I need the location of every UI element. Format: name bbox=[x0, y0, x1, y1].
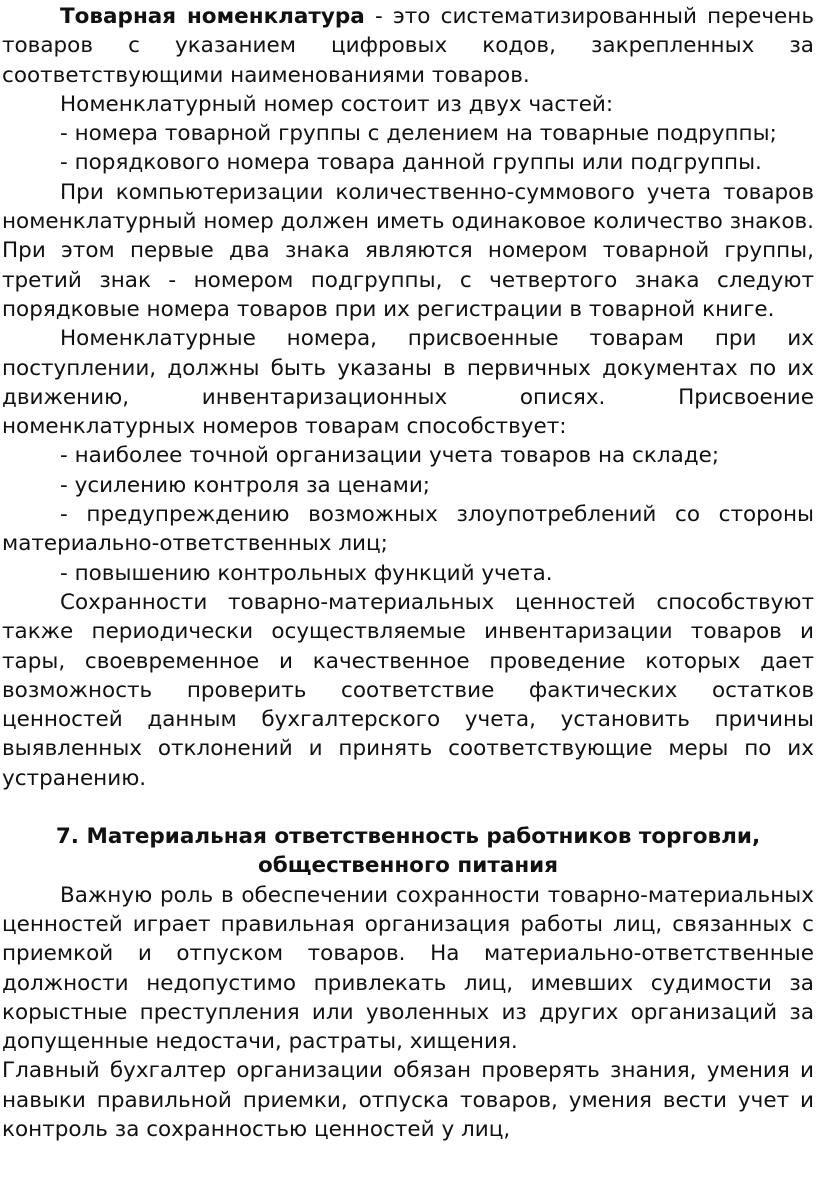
section-heading bbox=[2, 822, 814, 881]
document-page bbox=[2, 2, 814, 1144]
section-heading-line-1: 7. Материальная ответственность работников торговли, bbox=[55, 824, 761, 850]
paragraph: Номенклатурный номер состоит из двух частей: bbox=[60, 91, 614, 117]
section-heading-line-2: общественного питания bbox=[257, 853, 559, 879]
list-item: - повышению контрольных функций учета. bbox=[60, 560, 553, 586]
list-item: - порядкового номера товара данной группы или подгруппы. bbox=[60, 150, 762, 176]
paragraph: Сохранности товарно-материальных ценностей способствуют также периодически осуществляемые инвентаризации товаров и тары, своевременное и качественное проведение которых дает возможность проверить соответствие фактических остатков ценностей данным бухгалтерского учета, установить причины выявленных отклонений и принять соответствующие меры по их устранению. bbox=[2, 589, 814, 791]
paragraph: Главный бухгалтер организации обязан проверять знания, умения и навыки правильной приемки, отпуска товаров, умения вести учет и контроль за сохранностью ценностей у лиц, bbox=[2, 1058, 814, 1142]
paragraph: Номенклатурные номера, присвоенные товарам при их поступлении, должны быть указаны в первичных документах по их движению, инвентаризационных описях. Присвоение номенклатурных номеров товарам способствует: bbox=[2, 326, 814, 440]
definition-text: - это систематизированный перечень товаров с указанием цифровых кодов, закрепленных за соответствующими наименованиями товаров. bbox=[2, 4, 815, 88]
list-item: - усилению контроля за ценами; bbox=[60, 472, 431, 498]
list-item: - номера товарной группы с делением на товарные подруппы; bbox=[60, 121, 777, 147]
paragraph-definition bbox=[2, 2, 814, 90]
term-bold: Товарная номенклатура bbox=[60, 4, 365, 29]
paragraph: Важную роль в обеспечении сохранности товарно-материальных ценностей играет правильная организация работы лиц, связанных с приемкой и отпуском товаров. На материально-ответственные должности недопустимо привлекать лиц, имевших судимости за корыстные преступления или уволенных из других организаций за допущенные недостачи, растраты, хищения. bbox=[2, 882, 814, 1055]
list-item: - наиболее точной организации учета товаров на складе; bbox=[60, 443, 720, 469]
list-item: - предупреждению возможных злоупотреблений со стороны материально-ответственных лиц; bbox=[2, 502, 814, 557]
paragraph: При компьютеризации количественно-суммового учета товаров номенклатурный номер должен иметь одинаковое количество знаков. При этом первые два знака являются номером товарной группы, третий знак - номером подгруппы, с четвертого знака следуют порядковые номера товаров при их регистрации в товарной книге. bbox=[2, 179, 814, 322]
